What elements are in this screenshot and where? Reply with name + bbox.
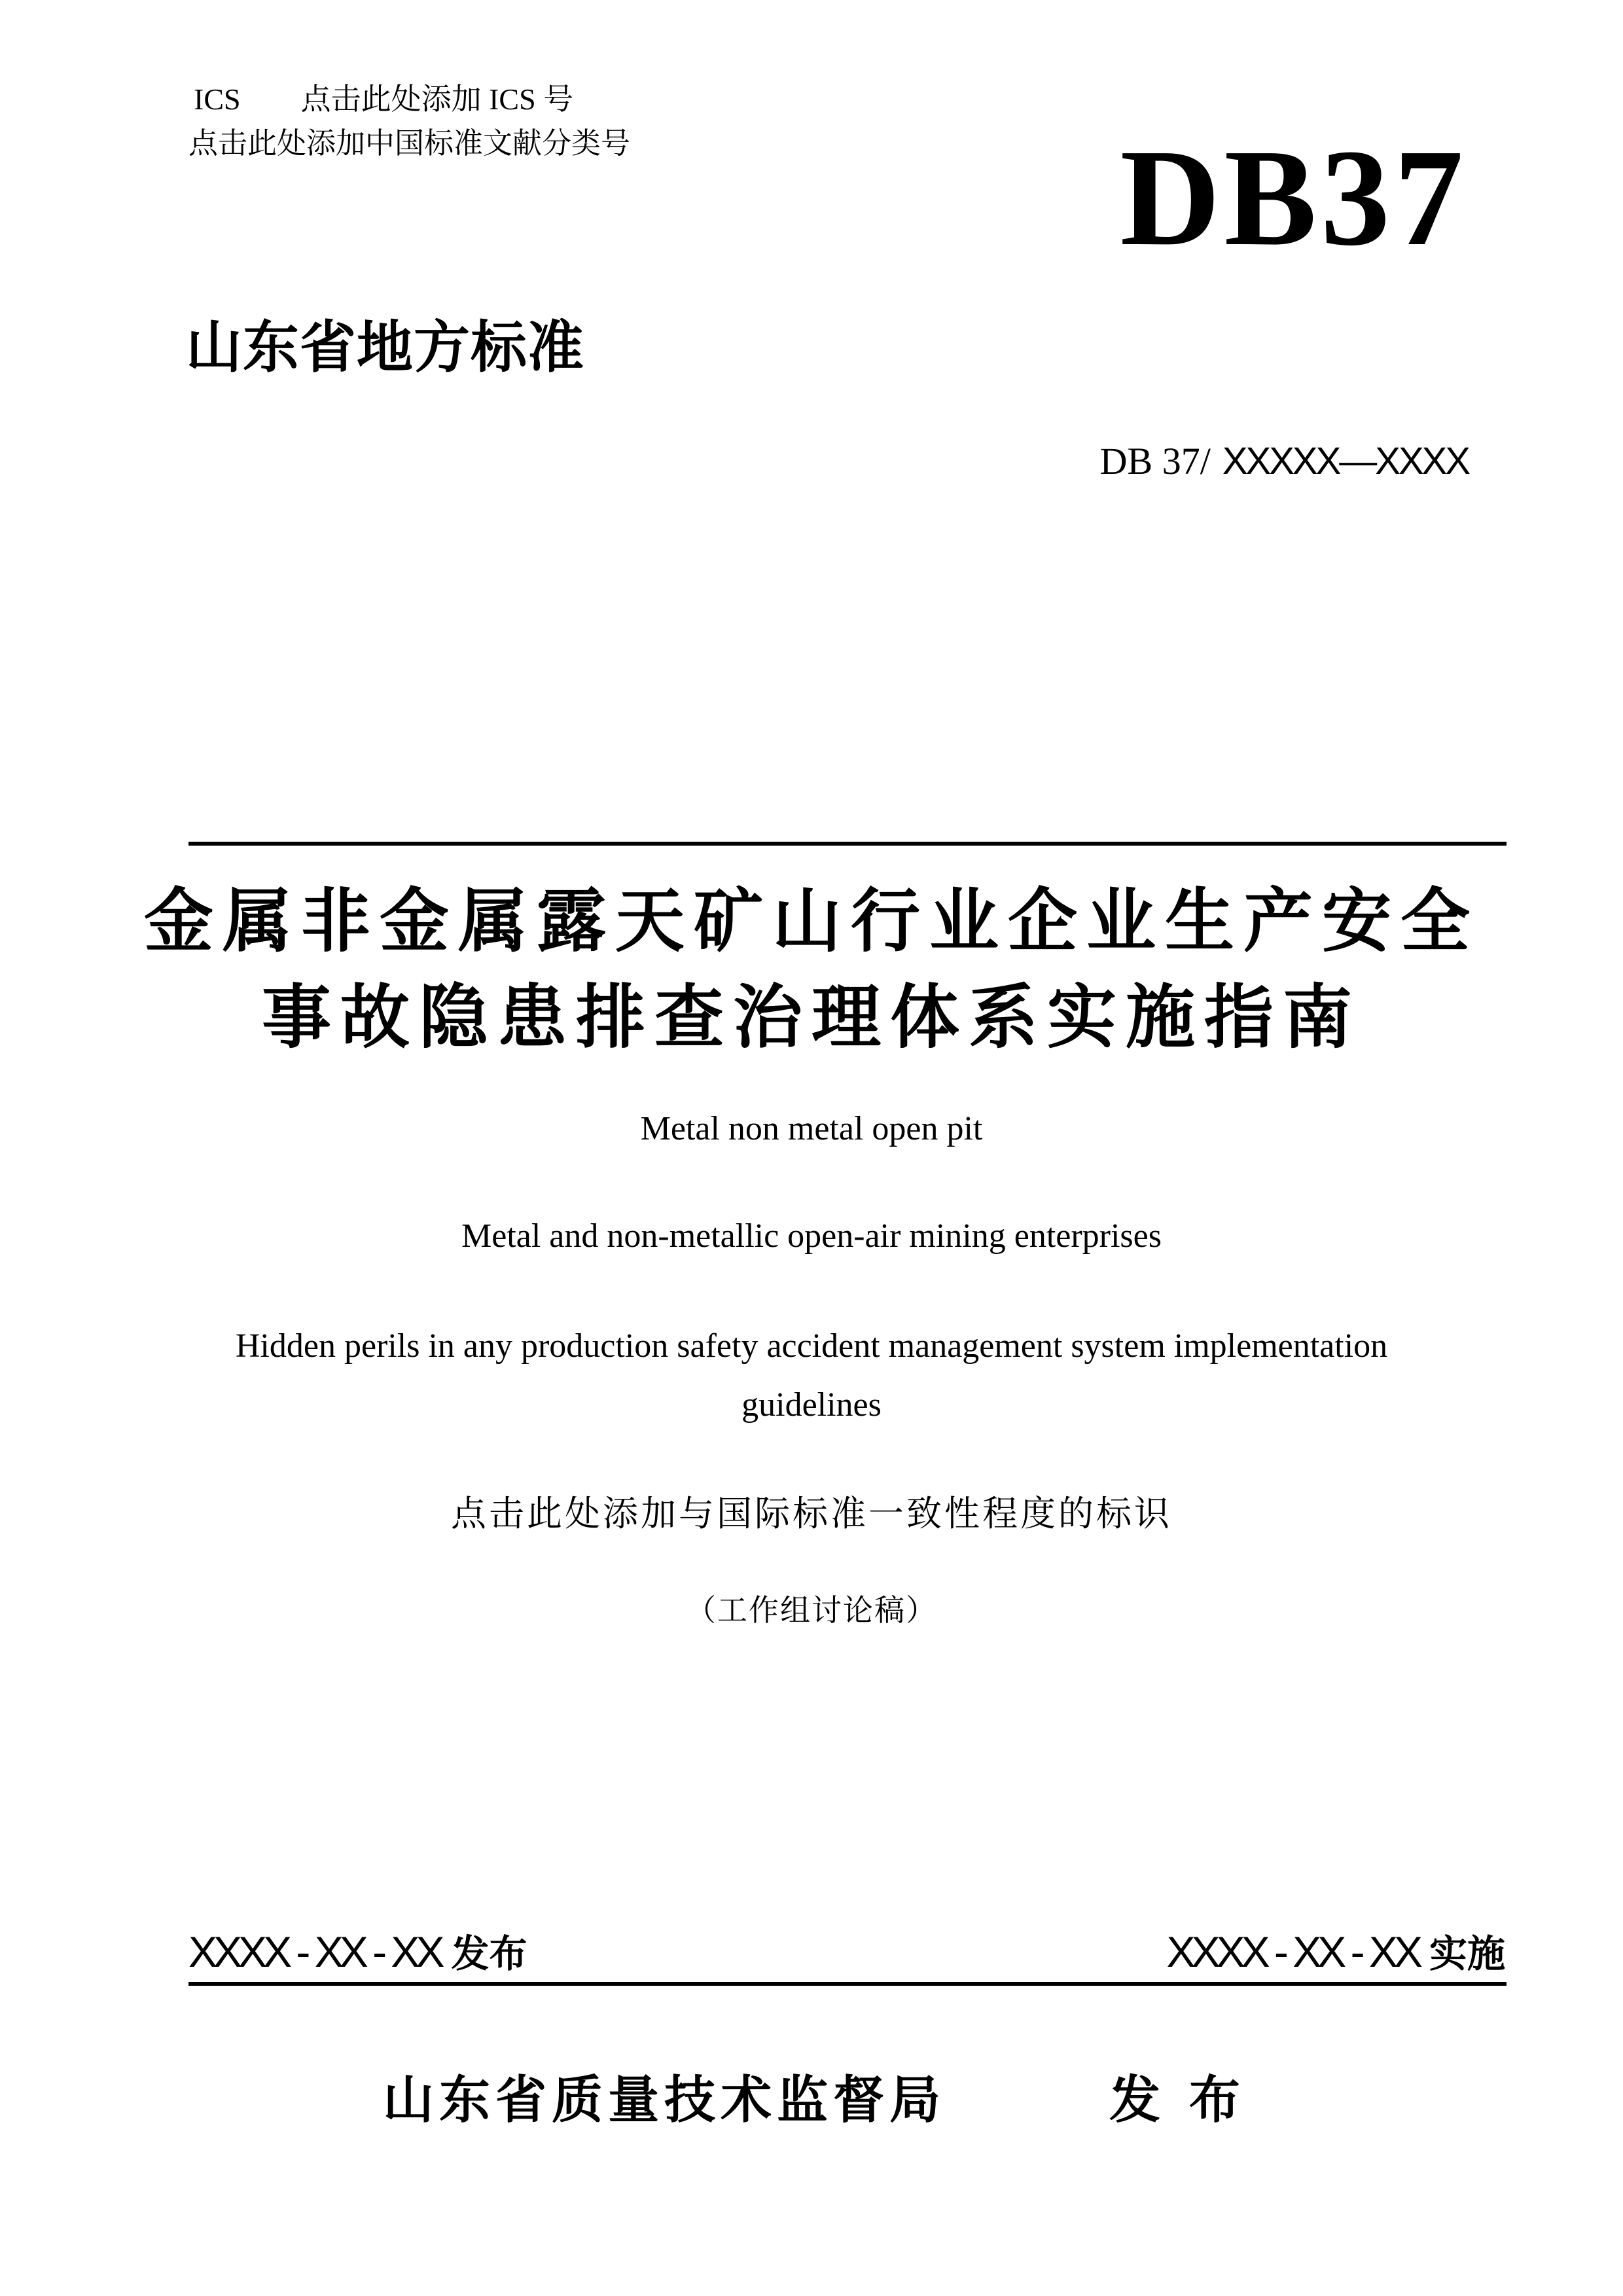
header-divider-rule: [188, 842, 1507, 846]
standard-number-code: XXXXX—XXXX: [1222, 440, 1469, 482]
intl-consistency-placeholder-field[interactable]: 点击此处添加与国际标准一致性程度的标识: [451, 1494, 1172, 1534]
standard-number: [1100, 439, 1469, 484]
draft-stage-note: （工作组讨论稿）: [686, 1594, 937, 1627]
issue-date-value: XXXX - XX - XX: [188, 1928, 441, 1976]
issue-date-label: 发布: [451, 1933, 527, 1975]
subtitle-en-line1: Metal non metal open pit: [640, 1110, 983, 1147]
issuer-name: 山东省质量技术监督局: [383, 2071, 946, 2128]
ics-line: [194, 81, 573, 117]
ics-number-placeholder-field[interactable]: 点击此处添加 ICS 号: [300, 82, 574, 116]
classification-number-placeholder-field[interactable]: 点击此处添加中国标准文献分类号: [188, 126, 631, 160]
ics-label: ICS: [194, 82, 241, 116]
title-cn-line1: 金属非金属露天矿山行业企业生产安全: [144, 883, 1479, 960]
title-cn-line2: 事故隐患排查治理体系实施指南: [262, 979, 1361, 1056]
implement-date: [1167, 1923, 1506, 1978]
issuer-row: [0, 2059, 1623, 2132]
standard-number-prefix: DB 37/: [1099, 440, 1211, 482]
implement-date-label: 实施: [1429, 1933, 1505, 1975]
subtitle-en-line4: guidelines: [741, 1386, 882, 1424]
subtitle-en-line2: Metal and non-metallic open-air mining enterprises: [461, 1217, 1162, 1255]
subtitle-en-paragraph: [0, 1317, 1623, 1435]
db37-logo: DB37: [1120, 120, 1467, 274]
footer-divider-rule: [188, 1982, 1507, 1986]
subtitle-en-line3: Hidden perils in any production safety accident management system implementation: [235, 1327, 1388, 1365]
issue-date: [188, 1923, 527, 1978]
standard-type-heading: 山东省地方标准: [186, 316, 584, 379]
release-label: 发 布: [1109, 2071, 1240, 2128]
implement-date-value: XXXX - XX - XX: [1166, 1928, 1419, 1976]
